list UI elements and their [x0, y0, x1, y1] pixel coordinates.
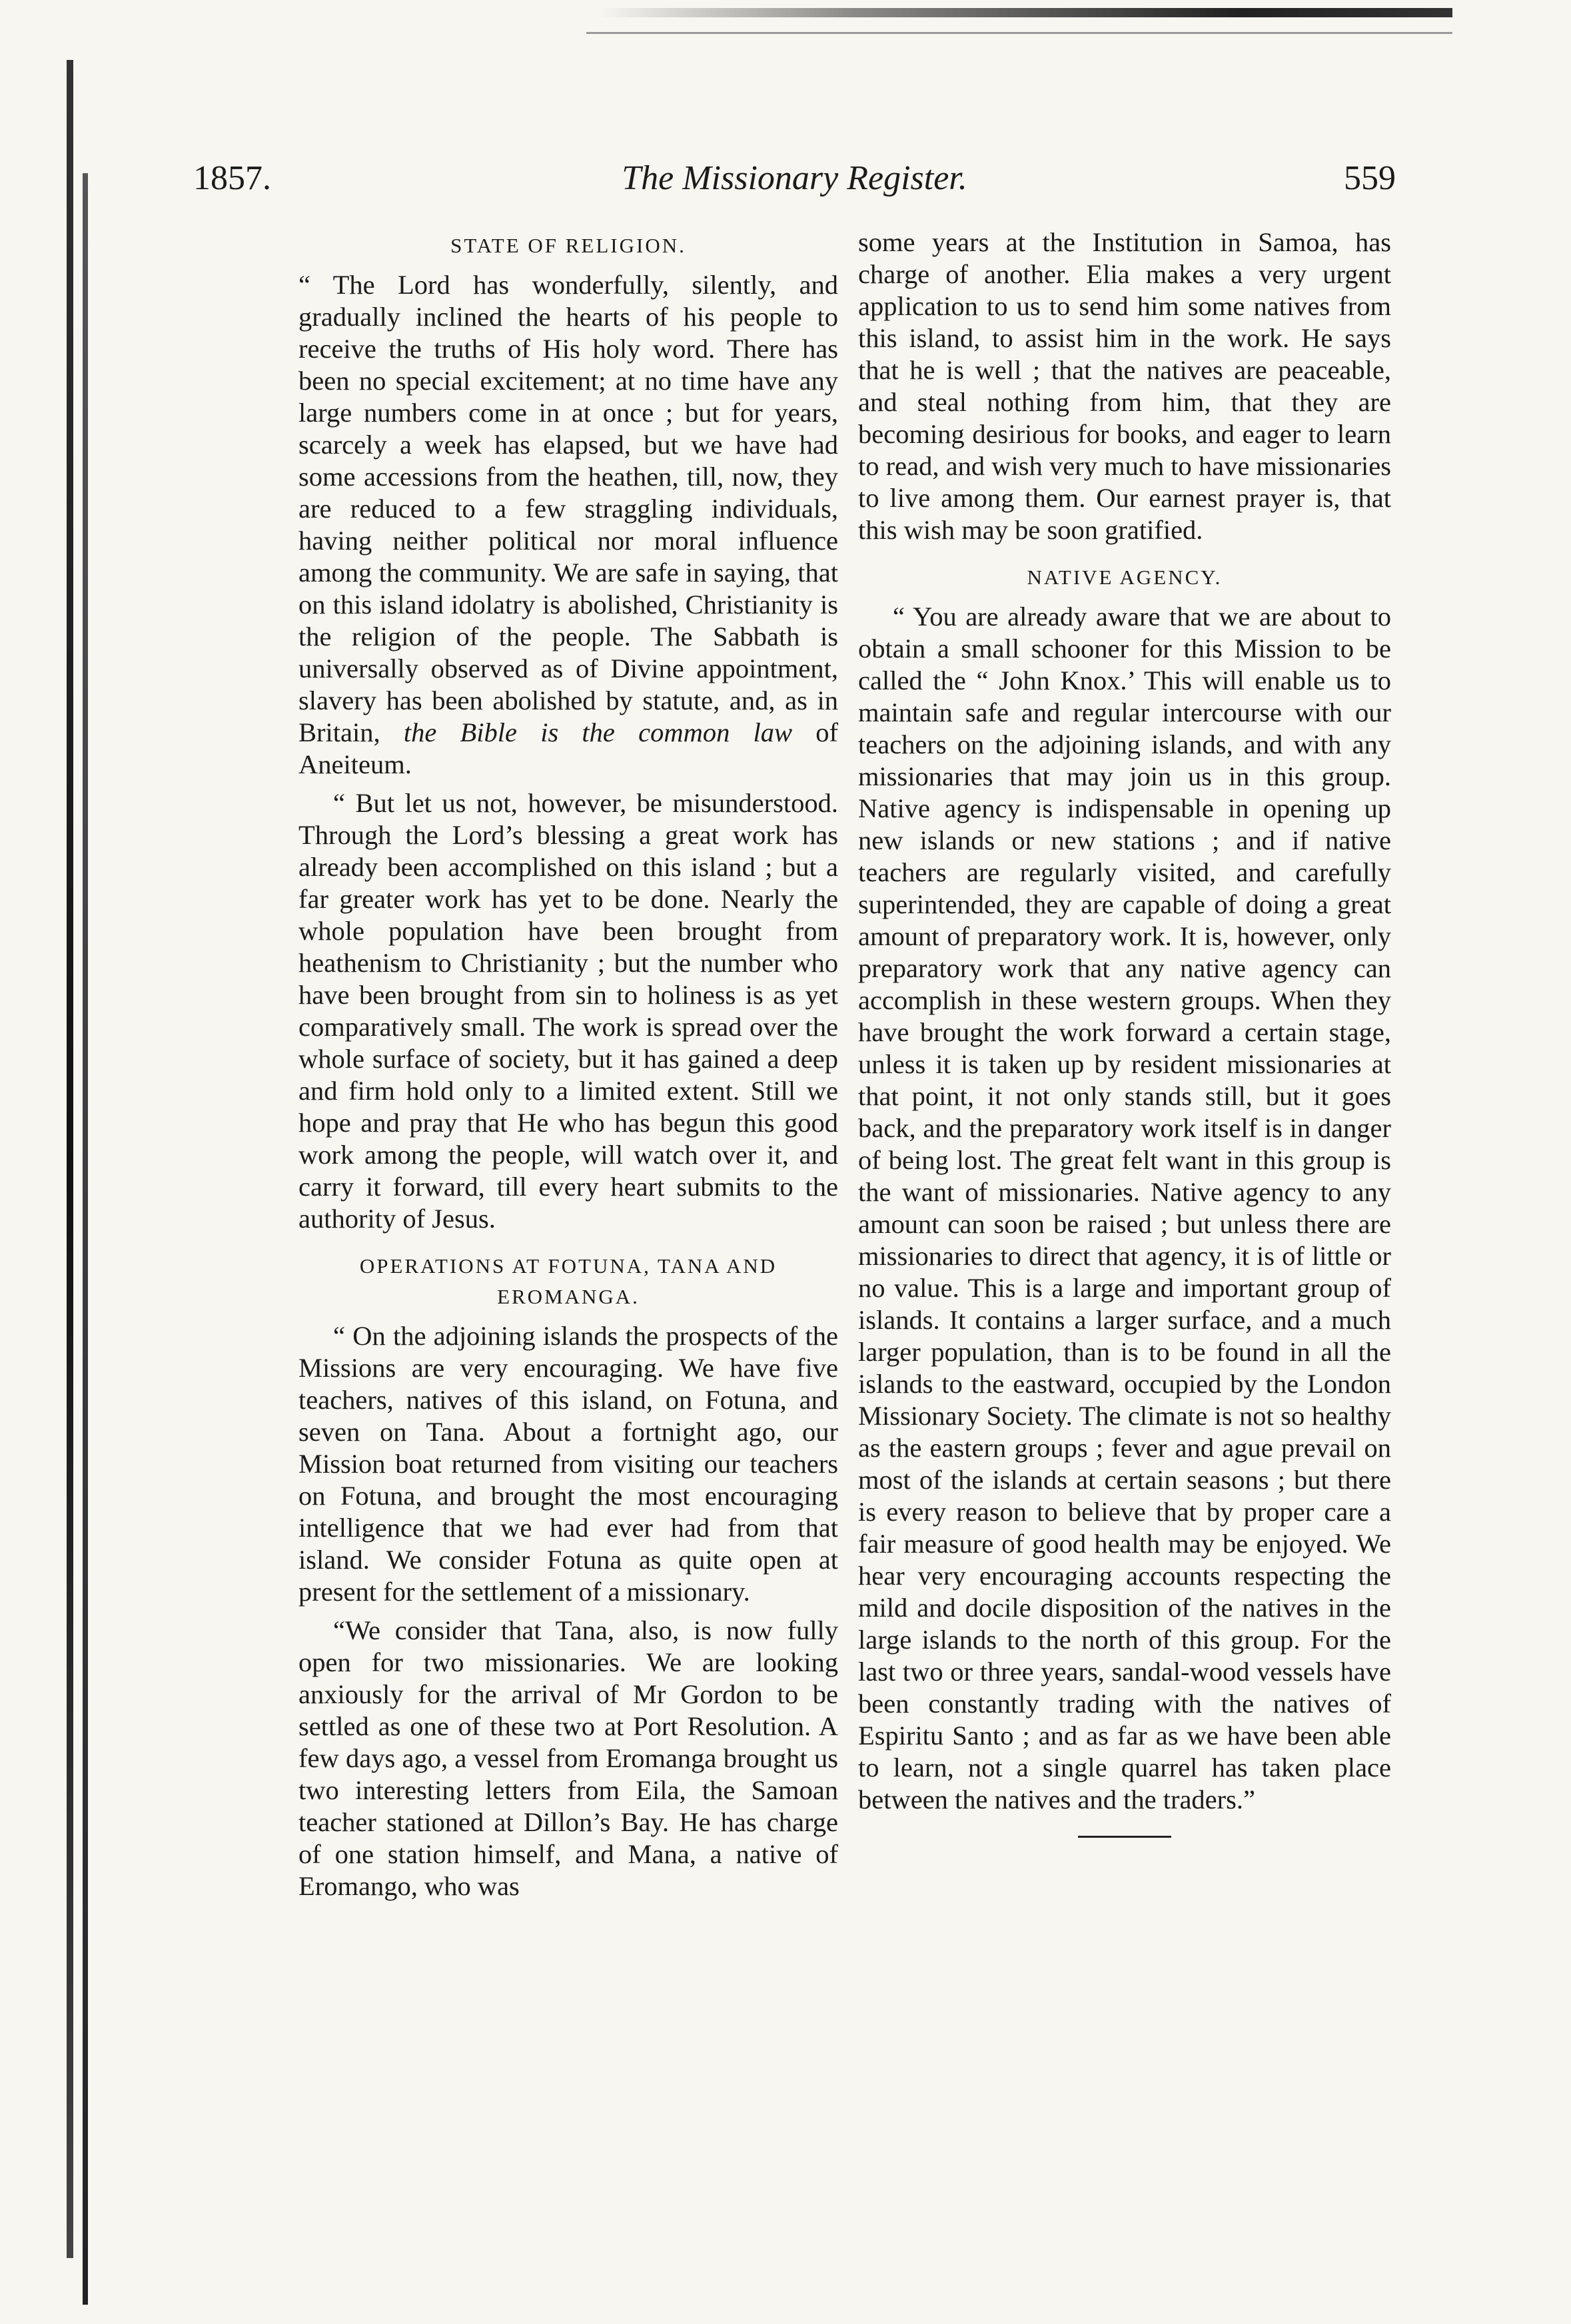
- paragraph-operations-2: “We consider that Tana, also, is now fully open for two missionaries. We are looking anxiously for the arrival of Mr Gordon to be settled as one of these two at Port Resolution. A few days ago, a vessel from Eromanga brought us two interesting letters from Eila, the Samoan teacher stationed at Dillon’s Bay. He has charge of one station himself, and Mana, a native of Eromango, who was: [298, 1615, 838, 1901]
- italic-phrase: the Bible is the common law: [403, 717, 793, 747]
- section-end-rule: [1078, 1836, 1171, 1838]
- top-edge-thin-rule: [586, 32, 1452, 34]
- header-year: 1857.: [193, 159, 271, 197]
- right-column: [858, 226, 1391, 1838]
- journal-title: The Missionary Register.: [622, 159, 967, 197]
- page-number: 559: [1344, 159, 1396, 197]
- left-column: [298, 226, 838, 1902]
- paragraph-operations-1: “ On the adjoining islands the prospects of the Missions are very encouraging. We have five teachers, natives of this island, on Fotuna, and seven on Tana. About a fortnight ago, our Mission boat returned from visiting our teachers on Fotuna, and brought the most encouraging intelligence that we had ever had from that island. We consider Fotuna as quite open at present for the settlement of a missionary.: [298, 1321, 838, 1607]
- paragraph-text-end: of Aneiteum.: [298, 717, 839, 779]
- top-edge-rule: [600, 8, 1452, 17]
- paragraph-religion-1: [298, 269, 838, 781]
- heading-state-of-religion: STATE OF RELIGION.: [450, 234, 686, 257]
- paragraph-native-agency: “ You are already aware that we are about to obtain a small schooner for this Mission to be called the “ John Knox.’ This will enable us to maintain safe and regular intercourse with our teachers on the adjoining islands, and with any missionaries that may join us in this group. Native agency is indispensable in opening up new islands or new stations ; and if native teachers are regularly visited, and carefully superintended, they are capable of doing a great amount of preparatory work. It is, however, only preparatory work that any native agency can accomplish in these western groups. When they have brought the work forward a certain stage, unless it is taken up by resident missionaries at that point, it not only stands still, but it goes back, and the preparatory work itself is in danger of being lost. The great felt want in this group is the want of missionaries. Native agency to any amount can soon be raised ; but unless there are missionaries to direct that agency, it is of little or no value. This is a large and important group of islands. It contains a larger surface, and a much larger population, than is to be found in all the islands to the eastward, occupied by the London Missionary Society. The climate is not so healthy as the eastern groups ; fever and ague prevail on most of the islands at certain seasons ; but there is every reason to believe that by proper care a fair measure of good health may be enjoyed. We hear very encouraging accounts respecting the mild and docile disposition of the natives in the large islands to the north of this group. For the last two or three years, sandal-wood vessels have been constantly trading with the natives of Espiritu Santo ; and as far as we have been able to learn, not a single quarrel has taken place between the natives and the traders.”: [858, 601, 1391, 1814]
- paragraph-religion-2: “ But let us not, however, be misunderstood. Through the Lord’s blessing a great work has already been accomplished on this island ; but a far greater work has yet to be done. Nearly the whole population have been brought from heathenism to Christianity ; but the number who have been brought from sin to holiness is as yet comparatively small. The work is spread over the whole surface of society, but it has gained a deep and firm hold only to a limited extent. Still we hope and pray that He who has begun this good work among the people, will watch over it, and carry it forward, till every heart submits to the authority of Jesus.: [298, 788, 838, 1234]
- paragraph-continued: some years at the Institution in Samoa, has charge of another. Elia makes a very urgent application to us to send him some natives from this island, to assist him in the work. He says that he is well ; that the natives are peaceable, and steal nothing from him, that they are becoming desirious for books, and eager to learn to read, and wish very much to have missionaries to live among them. Our earnest prayer is, that this wish may be soon gratified.: [858, 227, 1391, 545]
- running-header: [193, 159, 1396, 212]
- binding-edge: [67, 60, 73, 2258]
- heading-operations: OPERATIONS AT FOTUNA, TANA AND EROMANGA.: [359, 1254, 778, 1308]
- binding-edge-inner: [83, 173, 88, 2305]
- heading-native-agency: NATIVE AGENCY.: [1027, 566, 1223, 589]
- paragraph-text: “ The Lord has wonderfully, silently, and gradually inclined the hearts of his people to receive the truths of His holy word. There has been no special excitement; at no time have any large numbers come in at once ; but for years, scarcely a week has elapsed, but we have had some accessions from the heathen, till, now, they are reduced to a few straggling individuals, having neither political nor moral influence among the community. We are safe in saying, that on this island idolatry is abolished, Christianity is the religion of the people. The Sabbath is universally observed as of Divine appointment, slavery has been abolished by statute, and, as in Britain,: [298, 270, 838, 747]
